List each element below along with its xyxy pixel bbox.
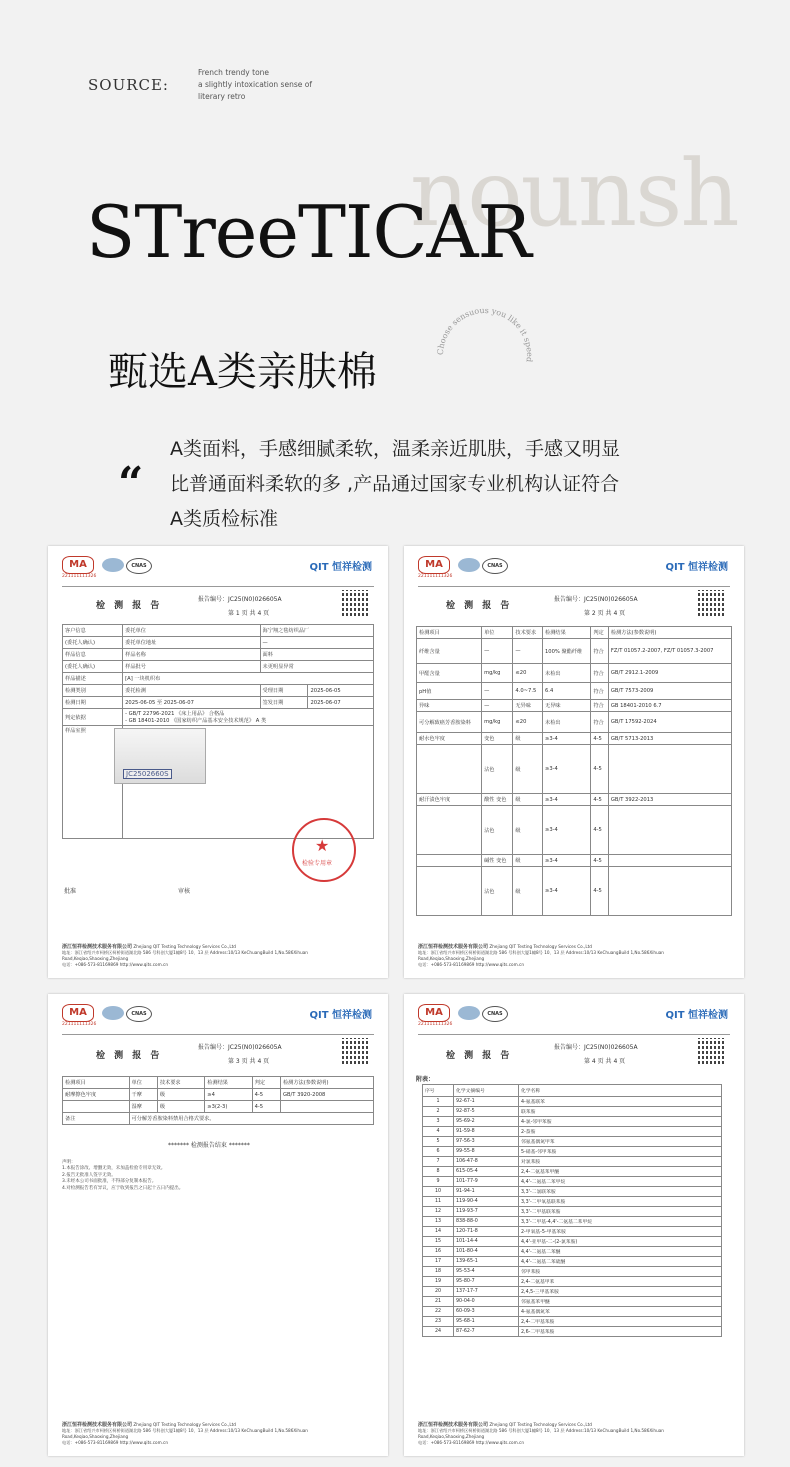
table-row: 沾色 级 ≥3-4 4-5 <box>417 806 732 855</box>
table-row: 19 95-80-7 2,4-二氨基甲苯 <box>423 1277 722 1287</box>
table-row: 异味 — 无异味 无异味 符合 GB 18401-2010 6.7 <box>417 700 732 712</box>
circle-text-decoration <box>430 300 540 410</box>
info-table <box>62 624 374 839</box>
report-number: 报告编号：JC25(N0)026605A <box>198 1044 282 1051</box>
table-row: 21 90-04-0 邻氨基苯甲醚 <box>423 1297 722 1307</box>
cnas-logo: CNAS <box>126 1006 152 1022</box>
circle-text: Choose sensuous you like it speed <box>435 305 535 363</box>
page-label: 第 4 页 共 4 页 <box>584 1058 626 1065</box>
qr-code <box>342 1038 368 1064</box>
divider <box>62 586 374 587</box>
table-row: 13 838-88-0 3,3'-二甲基-4,4'-二氨基二苯甲烷 <box>423 1217 722 1227</box>
source-label: SOURCE: <box>88 76 169 94</box>
table-row: 湿摩 级 ≥3(2-3) 4-5 <box>63 1101 374 1113</box>
cnas-logo: CNAS <box>482 1006 508 1022</box>
ma-logo: MA <box>62 556 94 574</box>
table-row: 5 97-56-3 邻氨基偶氮甲苯 <box>423 1137 722 1147</box>
table-row: 14 120-71-8 2-甲氧基-5-甲基苯胺 <box>423 1227 722 1237</box>
brand-logo: STreeTICAR <box>86 190 531 274</box>
qr-code <box>698 1038 724 1064</box>
ghost-word: nounsh <box>410 140 738 247</box>
results-table <box>62 1076 374 1125</box>
ma-number: 221111111326 <box>62 574 97 579</box>
qr-code <box>698 590 724 616</box>
table-row: 4 91-59-8 2-萘胺 <box>423 1127 722 1137</box>
qit-logo: QIT 恒祥检测 <box>665 1010 728 1021</box>
approver-label: 批准 <box>64 888 77 895</box>
tagline <box>198 67 338 103</box>
report-footer: 浙江恒祥检测技术服务有限公司 Zhejiang QIT Testing Technology Services Co.,Ltd 地址：浙江省绍兴市柯桥区柯桥街道湖北路 586 号科创大厦1幢8号 10、13 层 Address:10/13 KeChuangBuild 1,No.586Xihuan Road,Keqiao,Shaoxing,Zhejiang 电话：+086-573-81169869 http://www.qits.com.cn <box>418 1422 664 1445</box>
report-number: 报告编号：JC25(N0)026605A <box>198 596 282 603</box>
table-row: 2 92-87-5 联苯胺 <box>423 1107 722 1117</box>
divider <box>62 1034 374 1035</box>
table-row: 检测类别 委托检测 受理日期 2025-06-05 <box>63 685 374 697</box>
report-title: 检 测 报 告 <box>446 1051 513 1061</box>
table-row: 判定依据 - GB/T 22796-2021 《床上用品》 合格品 - GB 18401-2010 《国家纺织产品基本安全技术规范》 A 类 <box>63 709 374 726</box>
qit-logo: QIT 恒祥检测 <box>309 562 372 573</box>
qit-logo: QIT 恒祥检测 <box>665 562 728 573</box>
table-row: 客户信息 委托单位 海宁翔之毯纺织品厂 <box>63 625 374 637</box>
table-row: 沾色 级 ≥3-4 4-5 <box>417 867 732 916</box>
table-row: 18 95-53-4 邻甲苯胺 <box>423 1267 722 1277</box>
intro-line: 比普通面料柔软的多 ,产品通过国家专业机构认证符合 <box>170 473 620 495</box>
ilac-logo <box>458 558 480 572</box>
cnas-logo: CNAS <box>482 558 508 574</box>
results-table <box>416 626 732 916</box>
ilac-logo <box>102 558 124 572</box>
table-row: 甲醛含量 mg/kg ≤20 未检出 符合 GB/T 2912.1-2009 <box>417 664 732 683</box>
report-title: 检 测 报 告 <box>96 601 163 611</box>
stamp-text: 检验专用章 <box>302 860 333 867</box>
report-number: 报告编号：JC25(N0)026605A <box>554 1044 638 1051</box>
table-row: (委托人确认) 样品批号 未更明显异常 <box>63 661 374 673</box>
report-footer: 浙江恒祥检测技术服务有限公司 Zhejiang QIT Testing Technology Services Co.,Ltd 地址：浙江省绍兴市柯桥区柯桥街道湖北路 586 号科创大厦1幢8号 10、13 层 Address:10/13 KeChuangBuild 1,No.586Xihuan Road,Keqiao,Shaoxing,Zhejiang 电话：+086-573-81169869 http://www.qits.com.cn <box>62 1422 308 1445</box>
appendix-label: 附表： <box>416 1076 435 1083</box>
amine-table <box>422 1084 722 1337</box>
table-row: pH值 — 4.0~7.5 6.4 符合 GB/T 7573-2009 <box>417 683 732 700</box>
report-page-3 <box>48 994 388 1456</box>
tagline-line: French trendy tone <box>198 68 270 77</box>
ma-number: 221111111326 <box>418 574 453 579</box>
report-number: 报告编号：JC25(N0)026605A <box>554 596 638 603</box>
table-row: 11 119-90-4 3,3'-二甲氧基联苯胺 <box>423 1197 722 1207</box>
end-marker: ******* 检测报告结束 ******* <box>168 1142 250 1149</box>
report-footer: 浙江恒祥检测技术服务有限公司 Zhejiang QIT Testing Technology Services Co.,Ltd 地址：浙江省绍兴市柯桥区柯桥街道湖北路 586 号科创大厦1幢8号 10、13 层 Address:10/13 KeChuangBuild 1,No.586Xihuan Road,Keqiao,Shaoxing,Zhejiang 电话：+086-573-81169869 http://www.qits.com.cn <box>62 944 308 967</box>
ilac-logo <box>458 1006 480 1020</box>
report-title: 检 测 报 告 <box>96 1051 163 1061</box>
table-row: 8 615-05-4 2,4-二氨基苯甲醚 <box>423 1167 722 1177</box>
table-row: 备注 可分解芳香胺染料禁用合格式要求。 <box>63 1113 374 1125</box>
page-label: 第 3 页 共 4 页 <box>228 1058 270 1065</box>
table-row: 10 91-94-1 3,3'-二氯联苯胺 <box>423 1187 722 1197</box>
star-icon: ★ <box>315 836 330 855</box>
page-label: 第 2 页 共 4 页 <box>584 610 626 617</box>
table-row: 耐汗渍色牢度 酸性 变色 级 ≥3-4 4-5 GB/T 3922-2013 <box>417 794 732 806</box>
divider <box>418 1034 730 1035</box>
table-row: 检测日期 2025-06-05 至 2025-06-07 签发日期 2025-06-07 <box>63 697 374 709</box>
table-row: 3 95-69-2 4-氯-邻甲苯胺 <box>423 1117 722 1127</box>
table-row: 1 92-67-1 4-氨基联苯 <box>423 1097 722 1107</box>
report-page-4 <box>404 994 744 1456</box>
ma-number: 221111111326 <box>418 1022 453 1027</box>
table-row: 12 119-93-7 3,3'-二甲基联苯胺 <box>423 1207 722 1217</box>
statement: 声明： 1.本报告涂改、增删无效，未加盖检验专用章无效。 2.报告无批准人签字无效。 3.未经本公司书面批准，不得部分复制本报告。 4.对检测报告若有异议，应于收到报告之日起十五日内提出。 <box>62 1160 184 1191</box>
ma-number: 221111111326 <box>62 1022 97 1027</box>
table-row: 样品信息 样品名称 面料 <box>63 649 374 661</box>
intro-text <box>170 432 750 537</box>
table-row: 碱性 变色 级 ≥3-4 4-5 <box>417 855 732 867</box>
svg-text:Choose sensuous you like it sp <box>436 306 534 363</box>
tagline-line: literary retro <box>198 92 246 101</box>
table-header: 检测项目 单位 技术要求 检测结果 判定 检测方法(参数说明) <box>63 1077 374 1089</box>
divider <box>418 586 730 587</box>
cnas-logo: CNAS <box>126 558 152 574</box>
ilac-logo <box>102 1006 124 1020</box>
section-title: 甄选A类亲肤棉 <box>108 349 377 395</box>
table-row: 耐摩擦色牢度 干摩 级 ≥4 4-5 GB/T 3920-2008 <box>63 1089 374 1101</box>
intro-line: A类质检标准 <box>170 508 278 530</box>
table-row: 样品室照 <box>63 726 374 839</box>
ma-logo: MA <box>418 1004 450 1022</box>
table-row: 9 101-77-9 4,4'-二氨基二苯甲烷 <box>423 1177 722 1187</box>
table-row: (委托人确认) 委托单位地址 — <box>63 637 374 649</box>
report-page-2 <box>404 546 744 978</box>
table-row: 16 101-80-4 4,4'-二氨基二苯醚 <box>423 1247 722 1257</box>
sample-photo <box>114 728 206 784</box>
quote-mark: “ <box>118 458 144 509</box>
table-row: 17 139-65-1 4,4'-二氨基二苯硫醚 <box>423 1257 722 1267</box>
report-footer: 浙江恒祥检测技术服务有限公司 Zhejiang QIT Testing Technology Services Co.,Ltd 地址：浙江省绍兴市柯桥区柯桥街道湖北路 586 号科创大厦1幢8号 10、13 层 Address:10/13 KeChuangBuild 1,No.586Xihuan Road,Keqiao,Shaoxing,Zhejiang 电话：+086-573-81169869 http://www.qits.com.cn <box>418 944 664 967</box>
ma-logo: MA <box>418 556 450 574</box>
tagline-line: a slightly intoxication sense of <box>198 80 312 89</box>
table-header: 序号 化学文摘编号 化学名称 <box>423 1085 722 1097</box>
table-row: 20 137-17-7 2,4,5-三甲基苯胺 <box>423 1287 722 1297</box>
table-row: 样品描述 [A] 一块机织布 <box>63 673 374 685</box>
table-row: 耐水色牢度 变色 级 ≥3-4 4-5 GB/T 5713-2013 <box>417 733 732 745</box>
intro-line: A类面料，手感细腻柔软，温柔亲近肌肤，手感又明显 <box>170 438 620 460</box>
qit-logo: QIT 恒祥检测 <box>309 1010 372 1021</box>
sample-code: JC2502660S <box>123 769 172 779</box>
table-row: 7 106-47-8 对氯苯胺 <box>423 1157 722 1167</box>
table-row: 23 95-68-1 2,4-二甲基苯胺 <box>423 1317 722 1327</box>
table-row: 纤维含量 — — 100% 聚酯纤维 符合 FZ/T 01057.2-2007, FZ/T 01057.3-2007 <box>417 639 732 664</box>
table-row: 24 87-62-7 2,6-二甲基苯胺 <box>423 1327 722 1337</box>
table-row: 可分解致癌芳香胺染料 mg/kg ≤20 未检出 符合 GB/T 17592-2024 <box>417 712 732 733</box>
table-header: 检测项目 单位 技术要求 检测结果 判定 检测方法(参数说明) <box>417 627 732 639</box>
official-stamp <box>292 818 356 882</box>
page-label: 第 1 页 共 4 页 <box>228 610 270 617</box>
table-row: 15 101-14-4 4,4'-亚甲基-二-(2-氯苯胺) <box>423 1237 722 1247</box>
table-row: 沾色 级 ≥3-4 4-5 <box>417 745 732 794</box>
ma-logo: MA <box>62 1004 94 1022</box>
qr-code <box>342 590 368 616</box>
report-page-1 <box>48 546 388 978</box>
report-title: 检 测 报 告 <box>446 601 513 611</box>
checker-label: 审核 <box>178 888 191 895</box>
table-row: 22 60-09-3 4-氨基偶氮苯 <box>423 1307 722 1317</box>
table-row: 6 99-55-8 5-硝基-邻甲苯胺 <box>423 1147 722 1157</box>
